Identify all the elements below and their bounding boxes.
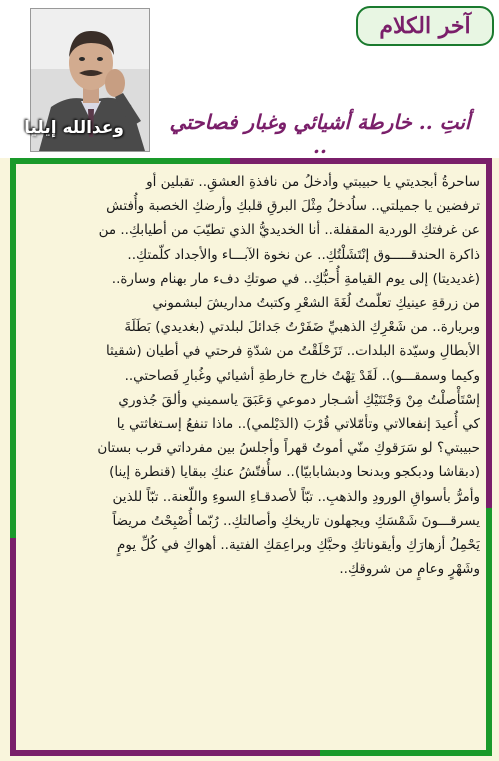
- frame-border: [10, 538, 16, 756]
- article-line: وأمرُّ بأسواقِ الورودِ والذهبِ.. تبّاً لأصدقـاءِ السوءِ واللّعنة.. تبّاً للذين: [112, 488, 480, 505]
- article-line: ترفضين يا جميلتي.. ساُدخلُ مِثْلَ البرقِ قلبكِ وأرضكِ الخصبة وأُفتش: [106, 198, 480, 215]
- frame-border: [16, 158, 230, 164]
- article-line: الأبطالِ وسيّدة البلدات.. تَزَحْلَقْتُ من شدّةِ فرحتي في أطيان (شقيثا: [105, 343, 480, 360]
- article-line: (غديديتا) إلى يوم القيامةِ أُحبُّكِ.. في صوتكِ دفء مار بهنام وسارة..: [111, 270, 480, 287]
- column-title-badge: [356, 6, 494, 46]
- article-line: وشَهْرٍ وعامٍ من شروقكِ..: [339, 561, 480, 578]
- article-line: وبريارة.. من شَعْرِكِ الذهبيِّ ضَفَرْتُ جَدائلَ لبلدتي (بغديدي) بَطَلَةَ: [124, 319, 480, 336]
- article-line: ذاكرة الحندقـــــوق إنْتَشَلْتُكِ.. عن نخوة الآبـــاء والأجداد كلّمتكِ..: [127, 246, 480, 263]
- frame-border: [486, 158, 492, 508]
- frame-border: [10, 750, 320, 756]
- article-body: [22, 170, 480, 746]
- frame-border: [10, 158, 16, 538]
- article-line: ساحرةُ أبجديتي يا حبيبتي وأدخلُ من نافذةِ العشقِ.. تقبلين أو: [146, 174, 480, 190]
- article-headline: أنتِ .. خارطة أشيائي وغبار فصاحتي ..: [169, 110, 471, 158]
- frame-border: [230, 158, 492, 164]
- frame-border: [320, 750, 492, 756]
- frame-border: [486, 508, 492, 756]
- article-line: إسْتَأْصلْتُ مِنْ وَجْنَتَيْكِ أشـجار دموعي وَعَبَقَ ياسميني وألقَ جُذوري: [118, 391, 480, 408]
- author-name: وعدالله إيليا: [24, 118, 124, 138]
- article-line: يسرقـــونَ شَمْسَكِ ويجهلون تاريخكِ وأصالتكِ.. رُبّما أُصْبِحْتُ مريضاً: [112, 512, 480, 529]
- article-line: حبيبتي؟ لو سَرَقوكِ منّي أموتُ قهراً وأجلسُ بين مفرداتي قرب بستان: [97, 440, 480, 457]
- article-line: يَحْمِلُ أزهارَكِ وأيقوناتكِ وحبَّكِ وبراعِمَكِ الفتية.. أهواكِ في كُلِّ يومٍ: [117, 537, 480, 554]
- article-line: كي أُعيدَ إنفعالاتي وتأمّلاتي قُرْبَ (الدَيْلمي).. ماذا تنفعُ إسـتغاثتي يا: [116, 416, 480, 433]
- article-line: وكيما وسمقـــو).. لَقَدْ تِهْتُ خارج خارطةِ أشيائي وغُبارِ فَصاحتي..: [124, 367, 480, 384]
- article-line: (دبقاشا ودبكجو وبدنحا ودبشابابيّا).. سأُفتّشُ عنكِ ببقايا (قنطرة إينا): [109, 464, 480, 481]
- column-title: آخر الكلام: [379, 13, 471, 39]
- article-line: عن غرفتكِ الوردية المقفلة.. أنا الخديديُّ الذي تطيّبَ من أطيابكِ.. من: [98, 222, 480, 239]
- article-line: من زرقةِ عينيكِ تعلّمتُ لُغَةَ الشعْرِ وكتبتُ مداريشَ لبشموني: [152, 295, 480, 312]
